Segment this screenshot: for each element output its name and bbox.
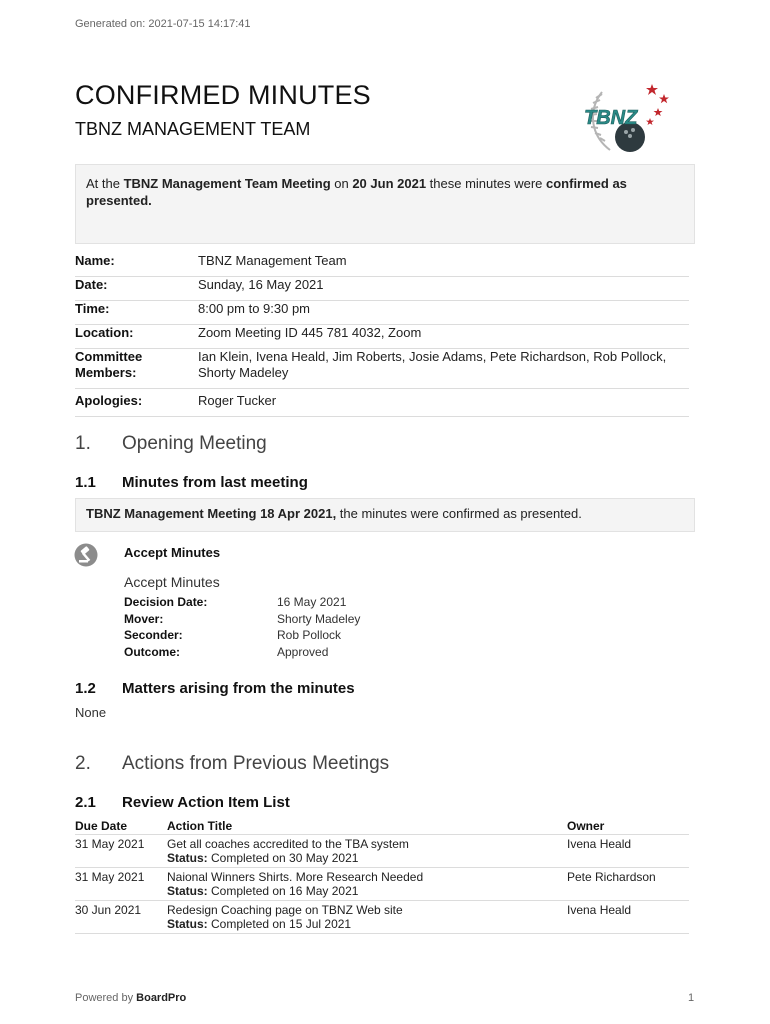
logo-text: TBNZ (584, 107, 638, 129)
info-row-committee: Committee Members: Ian Klein, Ivena Heald, Jim Roberts, Josie Adams, Pete Richardson, Rob Pollock, Shorty Madeley (75, 349, 689, 389)
decision-row: Mover: Shorty Madeley (124, 611, 361, 626)
section-2-1-heading: 2.1 Review Action Item List (75, 794, 290, 811)
decision-details (124, 594, 360, 660)
info-row-name: Name: TBNZ Management Team (75, 253, 689, 277)
confirmation-box: At the TBNZ Management Team Meeting on 20 Jun 2021 these minutes were confirmed as presented. (75, 164, 695, 244)
gavel-icon (74, 543, 98, 567)
info-row-apologies: Apologies: Roger Tucker (75, 389, 689, 417)
decision-subtitle: Accept Minutes (124, 574, 220, 590)
decision-title: Accept Minutes (124, 545, 221, 560)
table-header: Due Date Action Title Owner (75, 819, 689, 835)
motion-box: TBNZ Management Meeting 18 Apr 2021, the minutes were confirmed as presented. (75, 498, 695, 532)
confirmation-meeting: TBNZ Management Team Meeting (123, 176, 331, 191)
decision-row: Seconder: Rob Pollock (124, 628, 342, 642)
page-subtitle: TBNZ MANAGEMENT TEAM (75, 119, 311, 139)
confirmation-status: confirmed as presented. (86, 176, 627, 208)
action-items-table (75, 819, 689, 934)
section-1-1-heading: 1.1 Minutes from last meeting (75, 474, 308, 491)
table-row: 31 May 2021 Naional Winners Shirts. More Research Needed Status: Completed on 16 May 2021 Pete Richardson (75, 868, 689, 901)
section-1-2-heading: 1.2 Matters arising from the minutes (75, 680, 355, 697)
decision-row: Outcome: Approved (124, 644, 329, 659)
decision-row: Decision Date: 16 May 2021 (124, 595, 347, 609)
section-2-heading: 2. Actions from Previous Meetings (75, 753, 390, 774)
info-row-date: Date: Sunday, 16 May 2021 (75, 277, 689, 301)
info-row-time: Time: 8:00 pm to 9:30 pm (75, 301, 689, 325)
section-1-heading: 1. Opening Meeting (75, 433, 267, 454)
page-number: 1 (688, 992, 695, 1004)
footer-powered-by: Powered by BoardPro (75, 992, 187, 1004)
info-row-location: Location: Zoom Meeting ID 445 781 4032, Zoom (75, 325, 689, 349)
generated-timestamp: Generated on: 2021-07-15 14:17:41 (75, 18, 251, 30)
boardpro-link: BoardPro (136, 992, 187, 1004)
table-row: 31 May 2021 Get all coaches accredited to the TBA system Status: Completed on 30 May 2021 Ivena Heald (75, 835, 689, 868)
meeting-info-table (75, 253, 689, 417)
page-title: CONFIRMED MINUTES (75, 80, 371, 110)
matters-arising-text: None (75, 705, 107, 720)
tbnz-logo (580, 80, 672, 156)
confirmation-date: 20 Jun 2021 (352, 176, 427, 191)
table-row: 30 Jun 2021 Redesign Coaching page on TBNZ Web site Status: Completed on 15 Jul 2021 Ivena Heald (75, 901, 689, 934)
